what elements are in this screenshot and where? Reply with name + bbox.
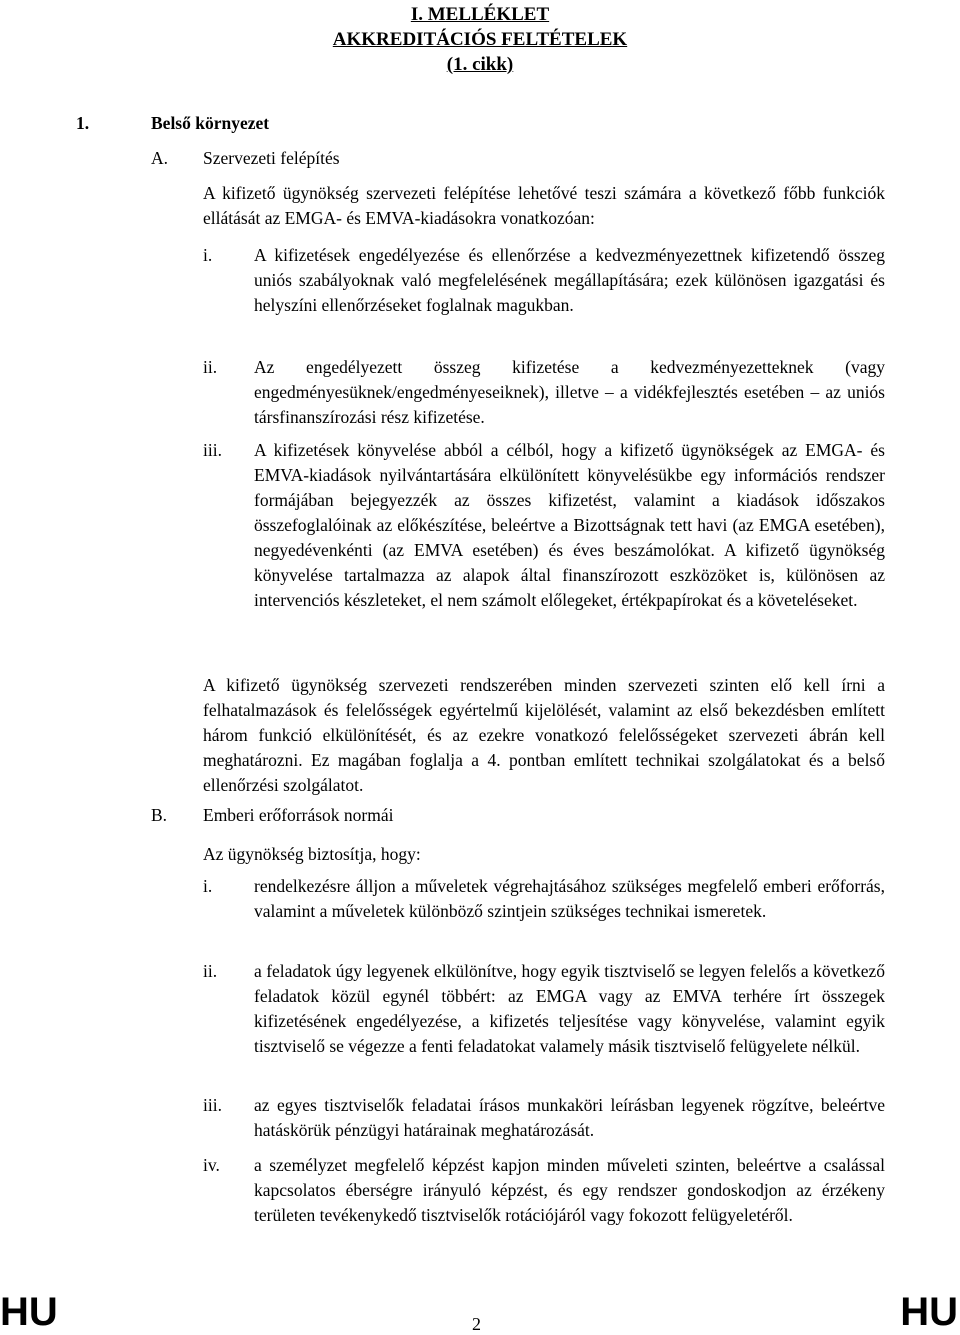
annex-article-ref: (1. cikk): [446, 54, 514, 75]
section-number: 1.: [76, 113, 90, 133]
list-item-number: i.: [203, 876, 213, 896]
list-item-text: A kifizetések engedélyezése és ellenőrzése a kedvezményezettnek kifizetendő összeg uniós szabályoknak való megfelelésének megállapítására; ezek különösen igazgatási és helyszíni ellenőrzéseket foglalnak magukban.: [254, 245, 885, 315]
list-item-text: Az engedélyezett összeg kifizetése a kedvezményezetteknek (vagy engedményesüknek/engedményeseiknek), illetve – a vidékfejlesztés esetében – az uniós társfinanszírozási rész kifizetése.: [254, 357, 885, 427]
list-item-text: rendelkezésre álljon a műveletek végrehajtásához szükséges megfelelő emberi erőforrás, valamint a műveletek különböző szintjein szükséges technikai ismeretek.: [254, 876, 885, 921]
part-a-closing: A kifizető ügynökség szervezeti rendszerében minden szervezeti szinten elő kell írni a felhatalmazások és felelősségek egyértelmű kijelölését, valamint az első bekezdésben említett három funkció elkülönítését, és az ezekre vonatkozó felelősségeket szervezeti ábrán kell meghatározni. Ez magában foglalja a 4. pontban említett technikai szolgálatokat és a belső ellenőrzési szolgálatot.: [203, 675, 885, 795]
part-b-letter: B.: [151, 805, 168, 825]
list-item-text: a személyzet megfelelő képzést kapjon minden műveleti szinten, beleértve a csalással kapcsolatos éberségre irányuló képzést, és egy rendszer gondoskodjon az érzékeny területen tevékenykedő tisztviselők rotációjáról vagy fokozott felügyeletéről.: [254, 1155, 885, 1225]
part-a-intro: A kifizető ügynökség szervezeti felépítése lehetővé teszi számára a következő főbb funkciók ellátását az EMGA- és EMVA-kiadásokra vonatkozóan:: [203, 183, 885, 228]
list-item-number: ii.: [203, 357, 218, 377]
list-item-number: iii.: [203, 440, 222, 460]
list-item-text: A kifizetések könyvelése abból a célból, hogy a kifizető ügynökségek az EMGA- és EMVA-kiadások nyilvántartására elkülönített könyvelésükbe egy információs rendszer formájában bejegyezzék az összes kifizetést, valamint a kiadások időszakos összefoglalóinak az előkészítése, beleértve a Bizottságnak tett havi (az EMGA esetében), negyedévenkénti (az EMVA esetében) és éves beszámolókat. A kifizető ügynökség könyvelése tartalmazza az alapok által finanszírozott eszközöket is, különösen az intervenciós készleteket, el nem számolt előlegeket, értékpapírokat és a követeléseket.: [254, 440, 885, 610]
section-title: Belső környezet: [151, 113, 270, 133]
footer-language-right: HU: [900, 1290, 958, 1334]
page-number: 2: [472, 1314, 481, 1334]
annex-title: I. MELLÉKLET: [410, 4, 550, 25]
list-item-number: iv.: [203, 1155, 220, 1175]
annex-subtitle: AKKREDITÁCIÓS FELTÉTELEK: [332, 29, 628, 50]
footer-language-left: HU: [0, 1290, 58, 1334]
list-item-text: az egyes tisztviselők feladatai írásos munkaköri leírásban legyenek rögzítve, beleértve hatáskörük pénzügyi határainak meghatározását.: [254, 1095, 885, 1140]
part-b-title: Emberi erőforrások normái: [203, 805, 394, 825]
list-item-number: i.: [203, 245, 213, 265]
part-a-letter: A.: [151, 148, 169, 168]
list-item-number: iii.: [203, 1095, 222, 1115]
part-a-title: Szervezeti felépítés: [203, 148, 340, 168]
list-item-text: a feladatok úgy legyenek elkülönítve, hogy egyik tisztviselő se legyen felelős a következő feladatok közül egynél többért: az EMGA vagy az EMVA terhére írt összegek kifizetésének engedélyezése, a kifizetés teljesítése vagy könyvelése, valamint egyik tisztviselő se végezze a fenti feladatokat valamely másik tisztviselő felügyelete nélkül.: [254, 961, 885, 1056]
part-b-intro: Az ügynökség biztosítja, hogy:: [203, 844, 421, 864]
list-item-number: ii.: [203, 961, 218, 981]
